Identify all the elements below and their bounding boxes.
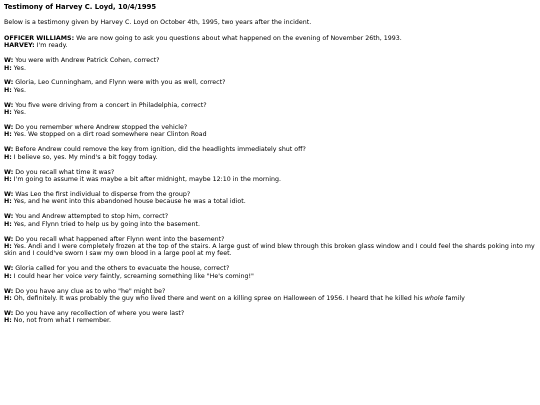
qa-block-4 [4, 124, 536, 139]
question-text: Do you remember where Andrew stopped the vehicle? [13, 124, 188, 132]
answer-text-start: Oh, definitely. It was probably the guy who lived there and went on a killing spree on Halloween of 1956. I heard that he killed his [11, 295, 425, 303]
w-label: W: [4, 57, 14, 65]
w-label: W: [4, 146, 14, 154]
h-label: H: [4, 295, 12, 303]
question-line [4, 191, 536, 198]
h-label: H: [4, 131, 12, 139]
w-label: W: [4, 213, 14, 221]
qa-block-8 [4, 213, 536, 228]
question-line [4, 146, 536, 153]
answer-text-end: faintly, screaming something like "He's coming!" [98, 272, 254, 280]
answer-text: Yes. Andi and I were completely frozen at the top of the stairs. A large gust of wind blew through this broken glass window and I could feel the shards poking into my skin and I could've sworn I saw my own blood in a large pool at my feet. [4, 243, 535, 258]
question-line [4, 102, 536, 109]
question-line [4, 310, 536, 317]
question-text: Was Leo the first individual to disperse from the group? [13, 191, 191, 198]
h-label: H: [4, 176, 12, 184]
question-line [4, 124, 536, 131]
opening-exchange [4, 35, 536, 50]
harvey-line [4, 42, 536, 49]
qa-block-11 [4, 288, 536, 303]
w-label: W: [4, 265, 14, 273]
w-label: W: [4, 235, 14, 243]
question-text: Gloria called for you and the others to evacuate the house, correct? [13, 265, 230, 273]
answer-text-end: family [443, 295, 465, 303]
question-text: Do you have any recollection of where you were last? [13, 309, 185, 317]
officer-line [4, 35, 536, 42]
qa-block-7 [4, 191, 536, 206]
document-intro: Below is a testimony given by Harvey C. Loyd on October 4th, 1995, two years after the incident. [4, 19, 312, 27]
question-text: Do you recall what happened after Flynn went into the basement? [13, 235, 225, 243]
officer-label: OFFICER WILLIAMS: [4, 34, 75, 42]
answer-text: Yes, and he went into this abandoned house because he was a total idiot. [11, 198, 246, 206]
h-label: H: [4, 86, 12, 94]
question-line [4, 288, 536, 295]
answer-emphasis: very [84, 272, 99, 280]
h-label: H: [4, 153, 12, 161]
answer-line [4, 317, 536, 324]
question-text: Do you recall what time it was? [13, 168, 115, 176]
document-title: Testimony of Harvey C. Loyd, 10/4/1995 [4, 3, 157, 11]
question-line [4, 265, 536, 272]
w-label: W: [4, 191, 14, 198]
question-text: Before Andrew could remove the key from ignition, did the headlights immediately shut off? [13, 146, 306, 154]
harvey-label: HARVEY: [4, 42, 35, 50]
answer-line [4, 295, 536, 302]
h-label: H: [4, 272, 12, 280]
h-label: H: [4, 220, 12, 228]
question-line [4, 236, 536, 243]
answer-text: No, not from what I remember. [11, 317, 112, 325]
qa-block-6 [4, 169, 536, 184]
answer-line [4, 221, 536, 228]
question-text: You five were driving from a concert in Philadelphia, correct? [13, 101, 207, 109]
question-text: You were with Andrew Patrick Cohen, correct? [13, 57, 160, 65]
h-label: H: [4, 243, 12, 251]
w-label: W: [4, 309, 14, 317]
h-label: H: [4, 317, 12, 325]
answer-text: I'm going to assume it was maybe a bit after midnight, maybe 12:10 in the morning. [11, 176, 282, 184]
answer-text: Yes, and Flynn tried to help us by going into the basement. [11, 220, 200, 228]
answer-line [4, 273, 536, 280]
answer-text-start: I could hear her voice [11, 272, 85, 280]
qa-block-10 [4, 265, 536, 280]
question-line [4, 79, 536, 86]
answer-text: Yes. [11, 64, 26, 72]
answer-line [4, 154, 536, 161]
h-label: H: [4, 198, 12, 206]
answer-line [4, 109, 536, 116]
harvey-text: I'm ready. [34, 42, 68, 50]
qa-block-3 [4, 102, 536, 117]
question-line [4, 169, 536, 176]
answer-text: Yes. [11, 109, 26, 117]
answer-line [4, 65, 536, 72]
question-line [4, 213, 536, 220]
answer-line [4, 87, 536, 94]
answer-text: I believe so, yes. My mind's a bit foggy today. [11, 153, 158, 161]
qa-block-9 [4, 236, 536, 258]
w-label: W: [4, 124, 14, 132]
answer-text: Yes. [11, 86, 26, 94]
w-label: W: [4, 79, 14, 87]
answer-line [4, 243, 536, 258]
h-label: H: [4, 64, 12, 72]
w-label: W: [4, 168, 14, 176]
answer-line [4, 176, 536, 183]
w-label: W: [4, 101, 14, 109]
question-text: Do you have any clue as to who "he" might be? [13, 287, 166, 295]
qa-block-1 [4, 57, 536, 72]
answer-line [4, 131, 536, 138]
question-text: Gloria, Leo Cunningham, and Flynn were with you as well, correct? [13, 79, 226, 87]
answer-line [4, 198, 536, 205]
officer-text: We are now going to ask you questions about what happened on the evening of November 26th, 1993. [74, 34, 402, 42]
question-text: You and Andrew attempted to stop him, correct? [13, 213, 169, 221]
answer-text: Yes. We stopped on a dirt road somewhere near Clinton Road [11, 131, 207, 139]
qa-block-5 [4, 146, 536, 161]
qa-block-2 [4, 79, 536, 94]
answer-emphasis: whole [424, 295, 444, 303]
w-label: W: [4, 287, 14, 295]
question-line [4, 57, 536, 64]
h-label: H: [4, 109, 12, 117]
qa-block-12 [4, 310, 536, 325]
